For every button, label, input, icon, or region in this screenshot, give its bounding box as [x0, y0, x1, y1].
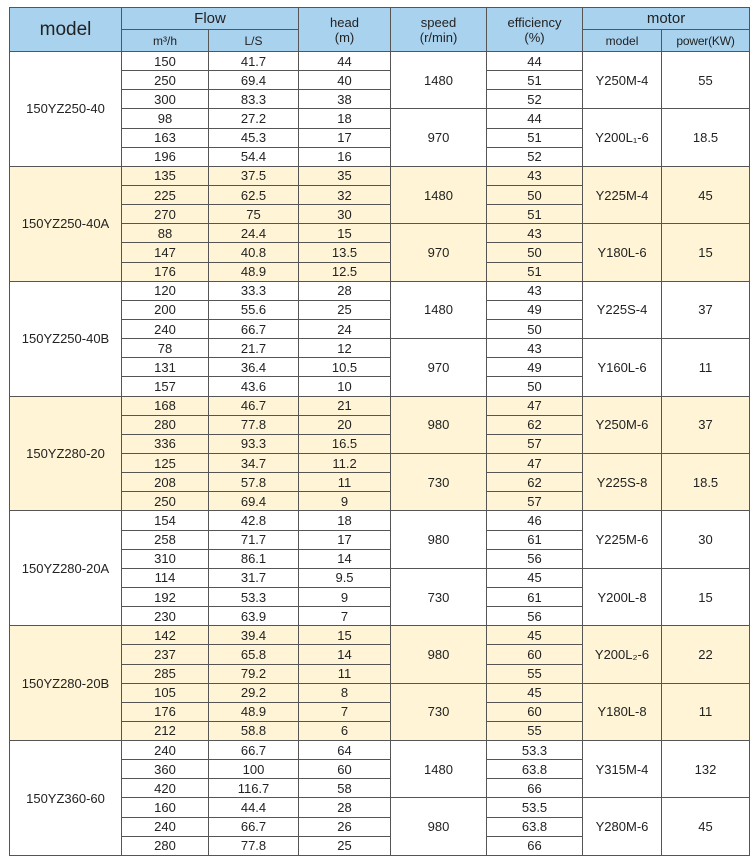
flow-ls-cell: 48.9: [209, 702, 299, 721]
speed-cell: 1480: [391, 166, 487, 223]
flow-m3h-cell: 160: [122, 798, 209, 817]
flow-m3h-cell: 258: [122, 530, 209, 549]
flow-m3h-cell: 250: [122, 492, 209, 511]
flow-ls-cell: 77.8: [209, 415, 299, 434]
flow-ls-cell: 116.7: [209, 779, 299, 798]
motor-model-cell: Y225S-8: [583, 453, 662, 510]
speed-cell: 980: [391, 626, 487, 683]
motor-power-cell: 18.5: [662, 109, 750, 166]
head-cell: 16: [299, 147, 391, 166]
flow-m3h-cell: 285: [122, 664, 209, 683]
head-cell: 11: [299, 473, 391, 492]
model-name-cell: 150YZ250-40A: [10, 166, 122, 281]
efficiency-cell: 53.5: [487, 798, 583, 817]
motor-power-cell: 15: [662, 568, 750, 625]
motor-power-cell: 30: [662, 511, 750, 568]
head-cell: 24: [299, 319, 391, 338]
efficiency-cell: 43: [487, 281, 583, 300]
speed-cell: 970: [391, 224, 487, 281]
pump-spec-table: [9, 7, 750, 856]
motor-power-cell: 22: [662, 626, 750, 683]
flow-ls-cell: 57.8: [209, 473, 299, 492]
motor-power-cell: 11: [662, 339, 750, 396]
header-motor-model: model: [583, 30, 662, 52]
head-cell: 7: [299, 702, 391, 721]
header-model: model: [10, 8, 122, 52]
efficiency-cell: 46: [487, 511, 583, 530]
flow-m3h-cell: 237: [122, 645, 209, 664]
speed-cell: 980: [391, 396, 487, 453]
flow-ls-cell: 36.4: [209, 358, 299, 377]
motor-power-cell: 45: [662, 166, 750, 223]
flow-m3h-cell: 125: [122, 453, 209, 472]
motor-model-cell: Y280M-6: [583, 798, 662, 856]
flow-m3h-cell: 196: [122, 147, 209, 166]
efficiency-cell: 62: [487, 415, 583, 434]
flow-m3h-cell: 310: [122, 549, 209, 568]
efficiency-cell: 56: [487, 549, 583, 568]
flow-ls-cell: 43.6: [209, 377, 299, 396]
model-name-cell: 150YZ360-60: [10, 741, 122, 856]
efficiency-cell: 50: [487, 377, 583, 396]
motor-model-cell: Y250M-4: [583, 52, 662, 109]
header-flow-ls: L/S: [209, 30, 299, 52]
efficiency-cell: 43: [487, 224, 583, 243]
efficiency-cell: 43: [487, 339, 583, 358]
header-speed: [391, 8, 487, 52]
efficiency-cell: 51: [487, 128, 583, 147]
head-cell: 28: [299, 281, 391, 300]
flow-ls-cell: 71.7: [209, 530, 299, 549]
flow-m3h-cell: 157: [122, 377, 209, 396]
flow-ls-cell: 77.8: [209, 836, 299, 855]
flow-ls-cell: 66.7: [209, 817, 299, 836]
flow-m3h-cell: 300: [122, 90, 209, 109]
head-cell: 58: [299, 779, 391, 798]
speed-cell: 730: [391, 568, 487, 625]
efficiency-cell: 50: [487, 243, 583, 262]
motor-power-cell: 11: [662, 683, 750, 740]
speed-cell: 980: [391, 798, 487, 856]
speed-cell: 970: [391, 339, 487, 396]
flow-m3h-cell: 114: [122, 568, 209, 587]
speed-cell: 1480: [391, 741, 487, 798]
motor-model-cell: Y315M-4: [583, 741, 662, 798]
flow-m3h-cell: 200: [122, 300, 209, 319]
flow-ls-cell: 40.8: [209, 243, 299, 262]
efficiency-cell: 56: [487, 607, 583, 626]
head-cell: 38: [299, 90, 391, 109]
table-row: [10, 166, 750, 185]
flow-m3h-cell: 120: [122, 281, 209, 300]
motor-model-cell: Y225M-4: [583, 166, 662, 223]
motor-model-cell: Y180L-8: [583, 683, 662, 740]
flow-ls-cell: 27.2: [209, 109, 299, 128]
motor-model-cell: Y200L-8: [583, 568, 662, 625]
flow-m3h-cell: 176: [122, 702, 209, 721]
flow-ls-cell: 39.4: [209, 626, 299, 645]
flow-ls-cell: 21.7: [209, 339, 299, 358]
flow-m3h-cell: 142: [122, 626, 209, 645]
flow-m3h-cell: 280: [122, 836, 209, 855]
speed-cell: 970: [391, 109, 487, 166]
head-cell: 7: [299, 607, 391, 626]
flow-m3h-cell: 250: [122, 71, 209, 90]
motor-power-cell: 37: [662, 281, 750, 338]
speed-cell: 730: [391, 683, 487, 740]
header-flow: Flow: [122, 8, 299, 30]
flow-m3h-cell: 135: [122, 166, 209, 185]
efficiency-cell: 60: [487, 645, 583, 664]
header-flow-m3h: m³/h: [122, 30, 209, 52]
head-cell: 11.2: [299, 453, 391, 472]
efficiency-cell: 53.3: [487, 741, 583, 760]
efficiency-cell: 44: [487, 109, 583, 128]
head-cell: 30: [299, 205, 391, 224]
flow-ls-cell: 69.4: [209, 492, 299, 511]
header-head-label: head: [330, 14, 359, 30]
efficiency-cell: 57: [487, 434, 583, 453]
head-cell: 13.5: [299, 243, 391, 262]
head-cell: 8: [299, 683, 391, 702]
flow-ls-cell: 48.9: [209, 262, 299, 281]
head-cell: 10.5: [299, 358, 391, 377]
header-efficiency: [487, 8, 583, 52]
head-cell: 15: [299, 626, 391, 645]
header-motor-power: power(KW): [662, 30, 750, 52]
efficiency-cell: 57: [487, 492, 583, 511]
flow-ls-cell: 31.7: [209, 568, 299, 587]
efficiency-cell: 52: [487, 90, 583, 109]
flow-m3h-cell: 168: [122, 396, 209, 415]
head-cell: 14: [299, 549, 391, 568]
efficiency-cell: 45: [487, 568, 583, 587]
model-name-cell: 150YZ280-20B: [10, 626, 122, 741]
efficiency-cell: 63.8: [487, 817, 583, 836]
motor-power-cell: 55: [662, 52, 750, 109]
flow-m3h-cell: 230: [122, 607, 209, 626]
efficiency-cell: 52: [487, 147, 583, 166]
flow-m3h-cell: 270: [122, 205, 209, 224]
efficiency-cell: 66: [487, 836, 583, 855]
spec-table-body: [10, 52, 750, 856]
header-speed-label: speed: [420, 14, 457, 30]
flow-ls-cell: 62.5: [209, 185, 299, 204]
model-name-cell: 150YZ250-40B: [10, 281, 122, 396]
flow-m3h-cell: 192: [122, 587, 209, 606]
flow-ls-cell: 66.7: [209, 741, 299, 760]
head-cell: 18: [299, 511, 391, 530]
model-name-cell: 150YZ280-20: [10, 396, 122, 511]
efficiency-cell: 50: [487, 319, 583, 338]
motor-model-cell: Y180L-6: [583, 224, 662, 281]
head-cell: 32: [299, 185, 391, 204]
motor-model-cell: Y225M-6: [583, 511, 662, 568]
efficiency-cell: 60: [487, 702, 583, 721]
head-cell: 28: [299, 798, 391, 817]
flow-ls-cell: 63.9: [209, 607, 299, 626]
table-row: [10, 741, 750, 760]
head-cell: 64: [299, 741, 391, 760]
flow-ls-cell: 44.4: [209, 798, 299, 817]
flow-m3h-cell: 88: [122, 224, 209, 243]
header-motor: motor: [583, 8, 750, 30]
head-cell: 11: [299, 664, 391, 683]
flow-m3h-cell: 336: [122, 434, 209, 453]
flow-ls-cell: 69.4: [209, 71, 299, 90]
efficiency-cell: 61: [487, 587, 583, 606]
head-cell: 9.5: [299, 568, 391, 587]
flow-m3h-cell: 420: [122, 779, 209, 798]
motor-model-cell: Y225S-4: [583, 281, 662, 338]
flow-ls-cell: 46.7: [209, 396, 299, 415]
flow-ls-cell: 37.5: [209, 166, 299, 185]
efficiency-cell: 51: [487, 205, 583, 224]
flow-ls-cell: 34.7: [209, 453, 299, 472]
flow-m3h-cell: 147: [122, 243, 209, 262]
efficiency-cell: 55: [487, 721, 583, 740]
flow-m3h-cell: 240: [122, 741, 209, 760]
speed-cell: 1480: [391, 281, 487, 338]
efficiency-cell: 49: [487, 358, 583, 377]
flow-m3h-cell: 131: [122, 358, 209, 377]
flow-ls-cell: 33.3: [209, 281, 299, 300]
flow-ls-cell: 41.7: [209, 52, 299, 71]
header-efficiency-unit: (%): [524, 29, 545, 45]
flow-ls-cell: 45.3: [209, 128, 299, 147]
motor-model-cell: Y200L₂-6: [583, 626, 662, 683]
head-cell: 16.5: [299, 434, 391, 453]
head-cell: 44: [299, 52, 391, 71]
head-cell: 20: [299, 415, 391, 434]
flow-ls-cell: 54.4: [209, 147, 299, 166]
header-efficiency-label: efficiency: [507, 14, 562, 30]
head-cell: 18: [299, 109, 391, 128]
head-cell: 12: [299, 339, 391, 358]
efficiency-cell: 47: [487, 396, 583, 415]
flow-ls-cell: 58.8: [209, 721, 299, 740]
motor-model-cell: Y160L-6: [583, 339, 662, 396]
table-row: [10, 396, 750, 415]
head-cell: 25: [299, 836, 391, 855]
efficiency-cell: 62: [487, 473, 583, 492]
head-cell: 17: [299, 530, 391, 549]
flow-ls-cell: 79.2: [209, 664, 299, 683]
motor-power-cell: 45: [662, 798, 750, 856]
efficiency-cell: 61: [487, 530, 583, 549]
flow-ls-cell: 83.3: [209, 90, 299, 109]
flow-ls-cell: 86.1: [209, 549, 299, 568]
head-cell: 14: [299, 645, 391, 664]
flow-m3h-cell: 150: [122, 52, 209, 71]
flow-ls-cell: 65.8: [209, 645, 299, 664]
efficiency-cell: 63.8: [487, 760, 583, 779]
flow-ls-cell: 24.4: [209, 224, 299, 243]
flow-ls-cell: 29.2: [209, 683, 299, 702]
flow-m3h-cell: 208: [122, 473, 209, 492]
flow-m3h-cell: 105: [122, 683, 209, 702]
motor-model-cell: Y200L₁-6: [583, 109, 662, 166]
efficiency-cell: 50: [487, 185, 583, 204]
motor-power-cell: 18.5: [662, 453, 750, 510]
table-row: [10, 626, 750, 645]
header-head: [299, 8, 391, 52]
head-cell: 35: [299, 166, 391, 185]
efficiency-cell: 44: [487, 52, 583, 71]
head-cell: 17: [299, 128, 391, 147]
model-name-cell: 150YZ250-40: [10, 52, 122, 167]
flow-m3h-cell: 360: [122, 760, 209, 779]
head-cell: 15: [299, 224, 391, 243]
speed-cell: 980: [391, 511, 487, 568]
head-cell: 12.5: [299, 262, 391, 281]
head-cell: 9: [299, 587, 391, 606]
efficiency-cell: 66: [487, 779, 583, 798]
efficiency-cell: 51: [487, 71, 583, 90]
model-name-cell: 150YZ280-20A: [10, 511, 122, 626]
speed-cell: 1480: [391, 52, 487, 109]
flow-ls-cell: 93.3: [209, 434, 299, 453]
motor-model-cell: Y250M-6: [583, 396, 662, 453]
flow-m3h-cell: 212: [122, 721, 209, 740]
header-speed-unit: (r/min): [419, 29, 458, 45]
efficiency-cell: 43: [487, 166, 583, 185]
efficiency-cell: 51: [487, 262, 583, 281]
flow-m3h-cell: 154: [122, 511, 209, 530]
table-row: [10, 511, 750, 530]
flow-ls-cell: 53.3: [209, 587, 299, 606]
flow-ls-cell: 66.7: [209, 319, 299, 338]
flow-m3h-cell: 176: [122, 262, 209, 281]
flow-ls-cell: 42.8: [209, 511, 299, 530]
efficiency-cell: 45: [487, 683, 583, 702]
flow-m3h-cell: 163: [122, 128, 209, 147]
table-row: [10, 281, 750, 300]
flow-ls-cell: 75: [209, 205, 299, 224]
head-cell: 26: [299, 817, 391, 836]
flow-m3h-cell: 280: [122, 415, 209, 434]
flow-ls-cell: 100: [209, 760, 299, 779]
head-cell: 21: [299, 396, 391, 415]
efficiency-cell: 47: [487, 453, 583, 472]
motor-power-cell: 132: [662, 741, 750, 798]
head-cell: 6: [299, 721, 391, 740]
head-cell: 25: [299, 300, 391, 319]
speed-cell: 730: [391, 453, 487, 510]
efficiency-cell: 45: [487, 626, 583, 645]
head-cell: 60: [299, 760, 391, 779]
motor-power-cell: 15: [662, 224, 750, 281]
motor-power-cell: 37: [662, 396, 750, 453]
flow-m3h-cell: 240: [122, 817, 209, 836]
table-row: [10, 52, 750, 71]
flow-m3h-cell: 78: [122, 339, 209, 358]
flow-m3h-cell: 240: [122, 319, 209, 338]
flow-m3h-cell: 225: [122, 185, 209, 204]
efficiency-cell: 55: [487, 664, 583, 683]
head-cell: 40: [299, 71, 391, 90]
flow-m3h-cell: 98: [122, 109, 209, 128]
efficiency-cell: 49: [487, 300, 583, 319]
head-cell: 9: [299, 492, 391, 511]
header-head-unit: (m): [334, 29, 355, 45]
flow-ls-cell: 55.6: [209, 300, 299, 319]
head-cell: 10: [299, 377, 391, 396]
